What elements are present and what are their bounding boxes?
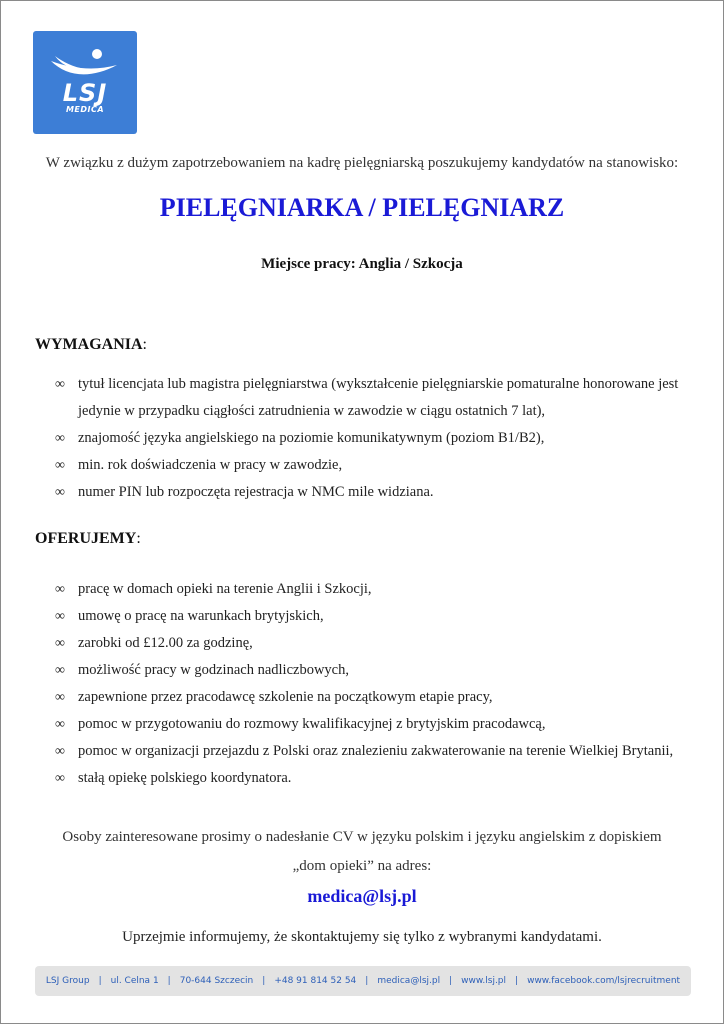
infinity-bullet-icon: ∞ (55, 636, 65, 651)
infinity-bullet-icon: ∞ (55, 717, 65, 732)
infinity-bullet-icon: ∞ (55, 377, 65, 392)
requirements-list (55, 371, 695, 506)
footer-facebook-link[interactable]: www.facebook.com/lsjrecruitment (527, 976, 681, 986)
logo-wordmark: LSJ (62, 79, 108, 107)
footer-separator: | (98, 976, 102, 986)
list-item: ∞ numer PIN lub rozpoczęta rejestracja w NMC mile widziana. (55, 479, 695, 506)
infinity-bullet-icon: ∞ (55, 582, 65, 597)
intro-text: W związku z dużym zapotrzebowaniem na kadrę pielęgniarską poszukujemy kandydatów na stanowisko: (45, 155, 679, 171)
list-item: ∞ zarobki od £12.00 za godzinę, (55, 630, 695, 657)
infinity-bullet-icon: ∞ (55, 431, 65, 446)
offer-list (55, 576, 695, 792)
closing-line-1: Osoby zainteresowane prosimy o nadesłanie CV w języku polskim i języku angielskim z dopiskiem (62, 829, 662, 845)
infinity-bullet-icon: ∞ (55, 458, 65, 473)
notice-text: Uprzejmie informujemy, że skontaktujemy się tylko z wybranymi kandydatami. (122, 929, 602, 945)
job-title: PIELĘGNIARKA / PIELĘGNIARZ (159, 193, 565, 222)
footer-bar (35, 966, 691, 996)
footer-separator: | (262, 976, 266, 986)
list-item: ∞ znajomość języka angielskiego na poziomie komunikatywnym (poziom B1/B2), (55, 425, 695, 452)
logo-subtitle: MEDICA (65, 105, 105, 114)
footer-phone: +48 91 814 52 54 (274, 976, 357, 986)
infinity-bullet-icon: ∞ (55, 771, 65, 786)
list-item: ∞ możliwość pracy w godzinach nadliczbowych, (55, 657, 695, 684)
requirements-heading: WYMAGANIA: (35, 336, 147, 353)
footer-street: ul. Celna 1 (110, 976, 159, 986)
offer-heading-label: OFERUJEMY (35, 530, 137, 547)
footer-separator: | (167, 976, 171, 986)
offer-heading: OFERUJEMY: (35, 530, 141, 547)
list-item: ∞ pracę w domach opieki na terenie Anglii i Szkocji, (55, 576, 695, 603)
lsj-medica-logo (33, 31, 137, 134)
closing-line-2: „dom opieki” na adres: (292, 858, 432, 874)
list-item: ∞ zapewnione przez pracodawcę szkolenie na początkowym etapie pracy, (55, 684, 695, 711)
infinity-bullet-icon: ∞ (55, 609, 65, 624)
infinity-bullet-icon: ∞ (55, 744, 65, 759)
footer-city: 70-644 Szczecin (179, 976, 254, 986)
footer-separator: | (365, 976, 369, 986)
requirements-heading-label: WYMAGANIA (35, 336, 143, 353)
list-item: ∞ umowę o pracę na warunkach brytyjskich, (55, 603, 695, 630)
work-location: Miejsce pracy: Anglia / Szkocja (261, 256, 463, 272)
infinity-bullet-icon: ∞ (55, 663, 65, 678)
list-item: ∞ min. rok doświadczenia w pracy w zawodzie, (55, 452, 695, 479)
list-item: ∞ pomoc w organizacji przejazdu z Polski oraz znalezieniu zakwaterowanie na terenie Wielkiej Brytanii, (55, 738, 695, 765)
list-item: ∞ pomoc w przygotowaniu do rozmowy kwalifikacyjnej z brytyjskim pracodawcą, (55, 711, 695, 738)
list-item: ∞ tytuł licencjata lub magistra pielęgniarstwa (wykształcenie pielęgniarskie pomaturalne honorowane jest jedynie w przypadku ciągłości zatrudnienia w zawodzie w ciągu ostatnich 7 lat), (55, 371, 695, 425)
contact-email-link[interactable]: medica@lsj.pl (307, 886, 417, 906)
infinity-bullet-icon: ∞ (55, 690, 65, 705)
footer-company: LSJ Group (45, 976, 90, 986)
infinity-bullet-icon: ∞ (55, 485, 65, 500)
footer-separator: | (515, 976, 519, 986)
list-item: ∞ stałą opiekę polskiego koordynatora. (55, 765, 695, 792)
footer-separator: | (449, 976, 453, 986)
footer-email-link[interactable]: medica@lsj.pl (377, 976, 441, 986)
footer-website-link[interactable]: www.lsj.pl (461, 976, 507, 986)
